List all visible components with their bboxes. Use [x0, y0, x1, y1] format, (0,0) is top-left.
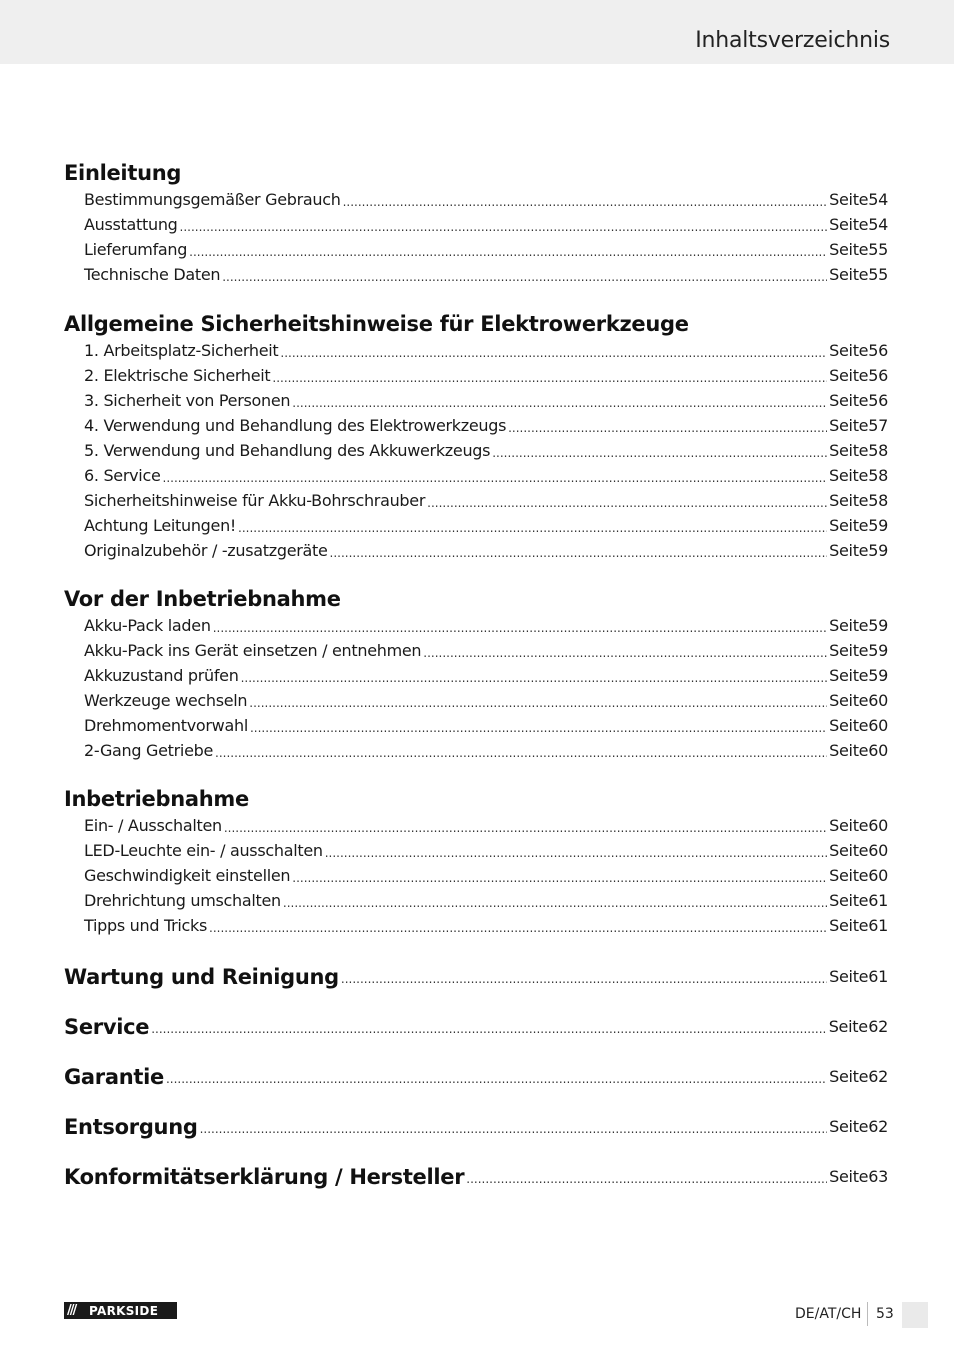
parkside-logo — [64, 1302, 177, 1319]
toc-entry[interactable]: Achtung Leitungen! ..... Seite 59 — [84, 515, 888, 537]
footer-language-code: DE/AT/CH — [795, 1306, 862, 1322]
leader-dots — [249, 694, 827, 712]
toc-entry[interactable]: 2-Gang Getriebe ..... Seite 60 — [84, 740, 888, 762]
leader-dots — [325, 844, 827, 862]
toc-entry[interactable]: Geschwindigkeit einstellen ..... Seite 60 — [84, 865, 888, 887]
toc-entry[interactable]: Lieferumfang ..... Seite 55 — [84, 239, 888, 261]
toc-entry[interactable]: Tipps und Tricks ..... Seite 61 — [84, 915, 888, 937]
leader-dots — [292, 869, 827, 887]
leader-dots — [189, 243, 827, 261]
leader-dots — [222, 268, 827, 286]
toc-entry[interactable]: 3. Sicherheit von Personen ..... Seite 56 — [84, 390, 888, 412]
leader-dots — [492, 444, 827, 462]
page-title: Inhaltsverzeichnis — [695, 28, 890, 53]
toc-entry[interactable]: Ein- / Ausschalten ..... Seite 60 — [84, 815, 888, 837]
toc-entry[interactable]: Werkzeuge wechseln ..... Seite 60 — [84, 690, 888, 712]
footer-tab-marker — [902, 1302, 928, 1328]
toc-entry[interactable]: Drehrichtung umschalten ..... Seite 61 — [84, 890, 888, 912]
leader-dots — [272, 369, 827, 387]
toc-top-entry[interactable]: Wartung und Reinigung ..... Seite 61 — [64, 960, 888, 988]
toc-section-title: Einleitung — [64, 161, 182, 185]
toc-entry[interactable]: Drehmomentvorwahl ..... Seite 60 — [84, 715, 888, 737]
toc-entry[interactable]: 5. Verwendung und Behandlung des Akkuwerkzeugs ..... Seite 58 — [84, 440, 888, 462]
leader-dots — [280, 344, 827, 362]
toc-top-entry[interactable]: Garantie ..... Seite 62 — [64, 1060, 888, 1088]
toc-entry[interactable]: Sicherheitshinweise für Akku-Bohrschrauber ..... Seite 58 — [84, 490, 888, 512]
toc-top-entry[interactable]: Entsorgung ..... Seite 62 — [64, 1110, 888, 1138]
leader-dots — [250, 719, 827, 737]
toc-entry[interactable]: Akkuzustand prüfen ..... Seite 59 — [84, 665, 888, 687]
leader-dots — [508, 419, 827, 437]
toc-entry[interactable]: 4. Verwendung und Behandlung des Elektrowerkzeugs ..... Seite 57 — [84, 415, 888, 437]
toc-entry[interactable]: Bestimmungsgemäßer Gebrauch ..... Seite 54 — [84, 189, 888, 211]
toc-section-title: Vor der Inbetriebnahme — [64, 587, 341, 611]
leader-dots — [283, 894, 827, 912]
leader-dots — [213, 619, 827, 637]
leader-dots — [209, 919, 827, 937]
toc-top-entry[interactable]: Service ..... Seite 62 — [64, 1010, 888, 1038]
leader-dots — [343, 193, 828, 211]
toc-entry[interactable]: Technische Daten ..... Seite 55 — [84, 264, 888, 286]
footer-divider — [867, 1302, 868, 1326]
leader-dots — [224, 819, 827, 837]
toc-entry[interactable]: Akku-Pack ins Gerät einsetzen / entnehmen ..... Seite 59 — [84, 640, 888, 662]
leader-dots — [238, 519, 827, 537]
logo-brand: PARKSIDE — [89, 1303, 159, 1318]
toc-section-title: Allgemeine Sicherheitshinweise für Elektrowerkzeuge — [64, 312, 689, 336]
toc-entry[interactable]: LED-Leuchte ein- / ausschalten ..... Seite 60 — [84, 840, 888, 862]
toc-entry[interactable]: Originalzubehör / -zusatzgeräte ..... Seite 59 — [84, 540, 888, 562]
leader-dots — [215, 744, 827, 762]
leader-dots — [292, 394, 827, 412]
leader-dots — [423, 644, 827, 662]
toc-entry[interactable]: 1. Arbeitsplatz-Sicherheit ..... Seite 56 — [84, 340, 888, 362]
leader-dots — [427, 494, 827, 512]
toc-section-title: Inbetriebnahme — [64, 787, 249, 811]
leader-dots — [341, 970, 827, 988]
leader-dots — [200, 1120, 828, 1138]
toc-entry[interactable]: 6. Service ..... Seite 58 — [84, 465, 888, 487]
leader-dots — [180, 218, 828, 236]
leader-dots — [241, 669, 828, 687]
footer-page-number: 53 — [876, 1306, 894, 1322]
logo-slashes: /// — [67, 1303, 76, 1318]
leader-dots — [163, 469, 828, 487]
leader-dots — [166, 1070, 827, 1088]
leader-dots — [151, 1020, 826, 1038]
toc-entry[interactable]: Akku-Pack laden ..... Seite 59 — [84, 615, 888, 637]
leader-dots — [330, 544, 828, 562]
leader-dots — [466, 1170, 827, 1188]
toc-entry[interactable]: Ausstattung ..... Seite 54 — [84, 214, 888, 236]
toc-entry[interactable]: 2. Elektrische Sicherheit ..... Seite 56 — [84, 365, 888, 387]
toc-top-entry[interactable]: Konformitätserklärung / Hersteller ..... Seite 63 — [64, 1160, 888, 1188]
